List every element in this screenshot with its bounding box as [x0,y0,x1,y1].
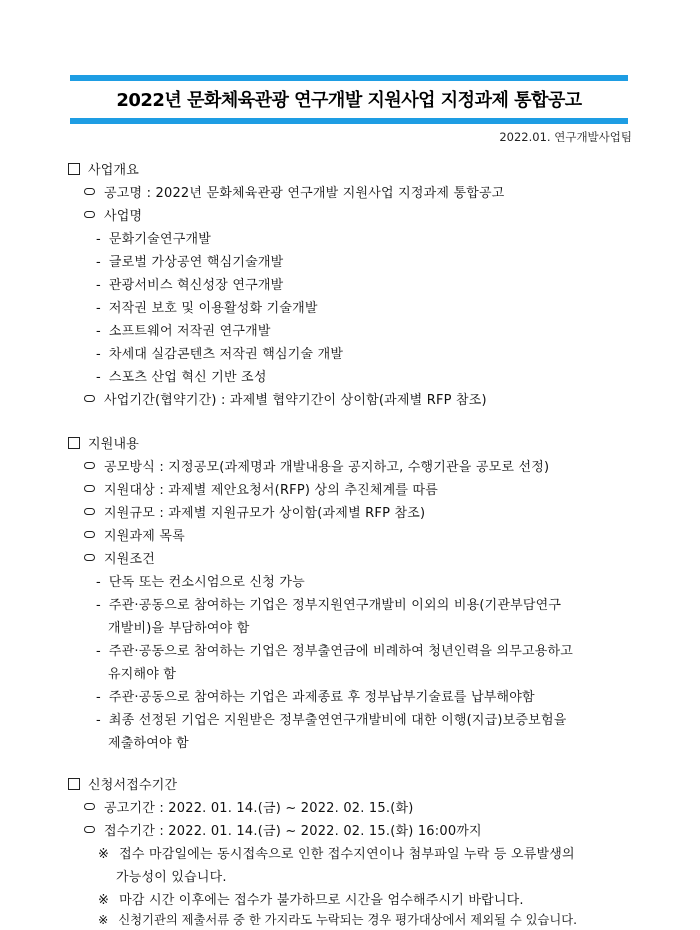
note-mark: ※ [98,893,110,908]
title-top-rule [70,75,628,81]
ring-bullet-icon [84,188,95,195]
list-item: 지원대상 : 과제별 제안요청서(RFP) 상의 추진체계를 따름 [84,481,438,501]
checkbox-square-icon [68,163,80,175]
note-item: ※ 신청기관의 제출서류 중 한 가지라도 누락되는 경우 평가대상에서 제외될 수 있습니다. [98,910,577,930]
note-mark: ※ [98,913,109,927]
section-heading-overview: 사업개요 [68,161,139,181]
ring-bullet-icon [84,485,95,492]
condition-item: - 주관·공동으로 참여하는 기업은 정부출연금에 비례하여 청년인력을 의무고용하고 [96,644,574,659]
list-item: 지원조건 [84,550,155,570]
list-item: 접수기간 : 2022. 01. 14.(금) ~ 2022. 02. 15.(화) 16:00까지 [84,822,482,842]
section-heading-application: 신청서접수기간 [68,776,177,796]
ring-bullet-icon [84,508,95,515]
section-heading-support: 지원내용 [68,435,139,455]
list-item: 공고명 : 2022년 문화체육관광 연구개발 지원사업 지정과제 통합공고 [84,184,505,204]
ring-bullet-icon [84,462,95,469]
program-item: - 글로벌 가상공연 핵심기술개발 [96,255,284,270]
ring-bullet-icon [84,803,95,810]
program-item: - 관광서비스 혁신성장 연구개발 [96,278,284,293]
condition-item: - 단독 또는 컨소시엄으로 신청 가능 [96,575,305,590]
list-item: 사업기간(협약기간) : 과제별 협약기간이 상이함(과제별 RFP 참조) [84,391,487,411]
ring-bullet-icon [84,826,95,833]
condition-continuation: 유지해야 함 [108,667,177,682]
list-item: 사업명 [84,207,142,227]
list-item: 지원과제 목록 [84,527,185,547]
note-continuation: 가능성이 있습니다. [116,870,227,885]
document-date-org: 2022.01. 연구개발사업팀 [499,130,632,144]
ring-bullet-icon [84,554,95,561]
program-item: - 소프트웨어 저작권 연구개발 [96,324,271,339]
ring-bullet-icon [84,211,95,218]
note-item: ※ 마감 시간 이후에는 접수가 불가하므로 시간을 엄수해주시기 바랍니다. [98,891,524,911]
title-bottom-rule [70,118,628,124]
program-item: - 스포츠 산업 혁신 기반 조성 [96,370,267,385]
note-mark: ※ [98,847,110,862]
list-item: 공고기간 : 2022. 01. 14.(금) ~ 2022. 02. 15.(화) [84,799,414,819]
condition-item: - 주관·공동으로 참여하는 기업은 정부지원연구개발비 이외의 비용(기관부담연구 [96,598,562,613]
checkbox-square-icon [68,437,80,449]
list-item: 지원규모 : 과제별 지원규모가 상이함(과제별 RFP 참조) [84,504,425,524]
ring-bullet-icon [84,395,95,402]
program-item: - 문화기술연구개발 [96,232,211,247]
page-title: 2022년 문화체육관광 연구개발 지원사업 지정과제 통합공고 [116,90,582,111]
program-item: - 차세대 실감콘텐츠 저작권 핵심기술 개발 [96,347,344,362]
note-item: ※ 접수 마감일에는 동시접속으로 인한 접수지연이나 첨부파일 누락 등 오류발생의 [98,845,575,865]
condition-continuation: 제출하여야 함 [108,736,189,751]
list-item: 공모방식 : 지정공모(과제명과 개발내용을 공지하고, 수행기관을 공모로 선정) [84,458,549,478]
program-item: - 저작권 보호 및 이용활성화 기술개발 [96,301,318,316]
condition-item: - 최종 선정된 기업은 지원받은 정부출연연구개발비에 대한 이행(지급)보증보험을 [96,713,567,728]
condition-item: - 주관·공동으로 참여하는 기업은 과제종료 후 정부납부기술료를 납부해야함 [96,690,535,705]
condition-continuation: 개발비)을 부담하여야 함 [108,621,250,636]
ring-bullet-icon [84,531,95,538]
checkbox-square-icon [68,778,80,790]
